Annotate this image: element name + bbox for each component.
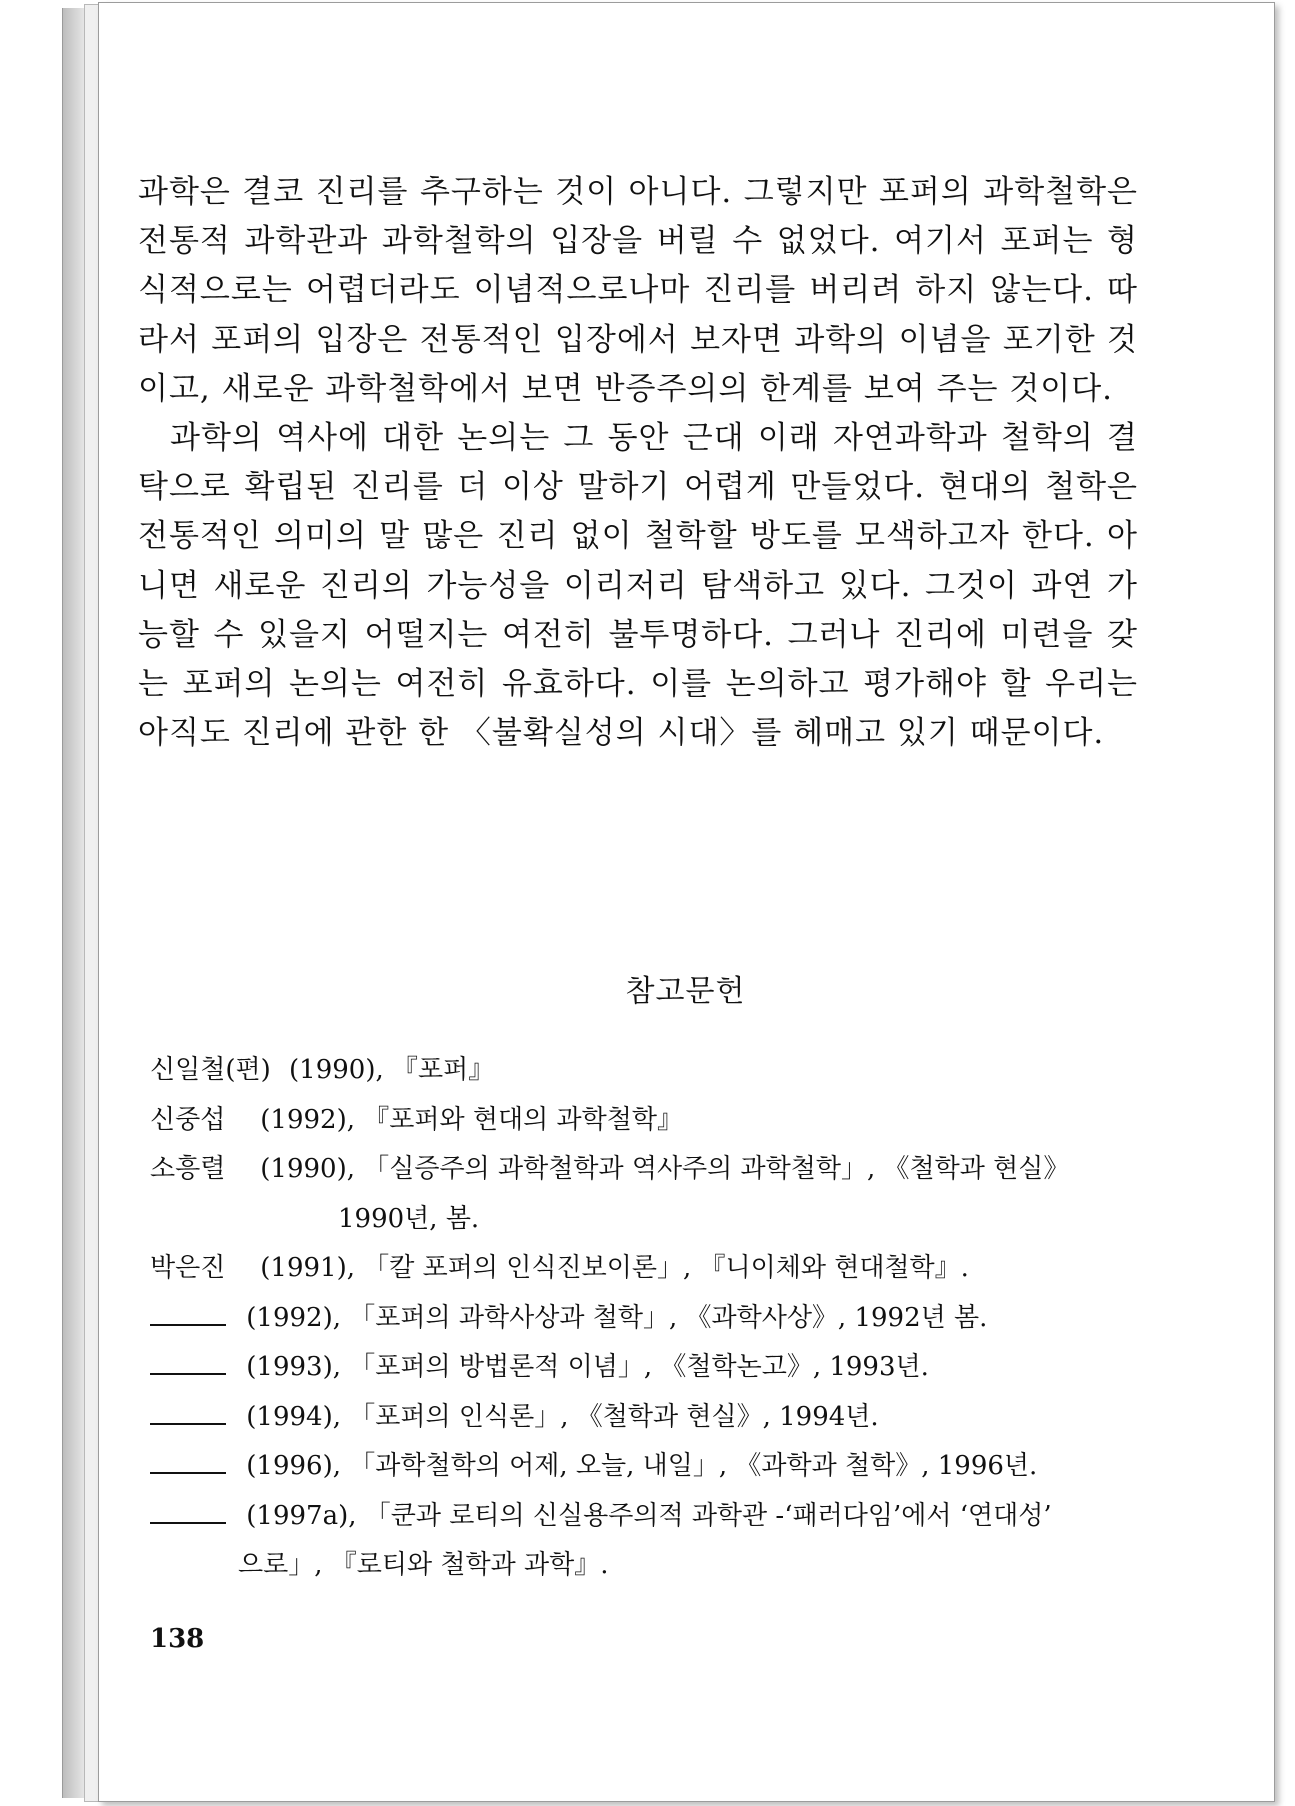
reference-continuation: 1990년, 봄.	[338, 1203, 480, 1234]
reference-entry	[150, 1145, 1140, 1244]
references-list	[150, 1046, 1140, 1591]
reference-text: (1990), 『포퍼』	[289, 1055, 495, 1085]
reference-author: 신중섭	[150, 1104, 226, 1135]
reference-author: 박은진	[150, 1253, 226, 1283]
ditto-line	[150, 1393, 226, 1425]
reference-author: 소흥렬	[150, 1154, 226, 1184]
reference-entry	[150, 1294, 1140, 1344]
paragraph-1: 과학은 결코 진리를 추구하는 것이 아니다. 그렇지만 포퍼의 과학철학은 전통적 과학관과 과학철학의 입장을 버릴 수 없었다. 여기서 포퍼는 형식적으로는 어렵더라도 이념적으로나마 진리를 버리려 하지 않는다. 따라서 포퍼의 입장은 전통적인 입장에서 보자면 과학의 이념을 포기한 것이고, 새로운 과학철학에서 보면 반증주의의 한계를 보여 주는 것이다.	[138, 174, 1138, 407]
reference-text: (1997a), 「쿤과 로티의 신실용주의적 과학관 -‘패러다임’에서 ‘연대성’	[246, 1500, 1052, 1531]
reference-entry	[150, 1442, 1140, 1492]
reference-continuation: 으로」, 『로티와 철학과 과학』.	[238, 1550, 609, 1580]
paragraph-2: 과학의 역사에 대한 논의는 그 동안 근대 이래 자연과학과 철학의 결탁으로 확립된 진리를 더 이상 말하기 어렵게 만들었다. 현대의 철학은 전통적인 의미의 말 많은 진리 없이 철학할 방도를 모색하고자 한다. 아니면 새로운 진리의 가능성을 이리저리 탐색하고 있다. 그것이 과연 가능할 수 있을지 어떨지는 여전히 불투명하다. 그러나 진리에 미련을 갖는 포퍼의 논의는 여전히 유효하다. 이를 논의하고 평가해야 할 우리는 아직도 진리에 관한 한 〈불확실성의 시대〉를 헤매고 있기 때문이다.	[138, 420, 1138, 752]
reference-entry	[150, 1244, 1140, 1294]
reference-text: (1992), 『포퍼와 현대의 과학철학』	[260, 1104, 683, 1135]
references-title: 참고문헌	[625, 974, 746, 1009]
reference-author: 신일철(편)	[150, 1055, 271, 1085]
reference-text: (1996), 「과학철학의 어제, 오늘, 내일」, 《과학과 철학》, 1996년.	[246, 1451, 1038, 1481]
reference-text: (1990), 「실증주의 과학철학과 역사주의 과학철학」, 《철학과 현실》	[260, 1154, 1070, 1184]
reference-entry	[150, 1096, 1140, 1146]
reference-text: (1994), 「포퍼의 인식론」, 《철학과 현실》, 1994년.	[246, 1401, 879, 1432]
body-text	[138, 168, 1138, 758]
ditto-line	[150, 1442, 226, 1474]
reference-text: (1991), 「칼 포퍼의 인식진보이론」, 『니이체와 현대철학』.	[260, 1253, 969, 1283]
reference-text: (1992), 「포퍼의 과학사상과 철학」, 《과학사상》, 1992년 봄.	[246, 1302, 988, 1333]
page-number: 138	[150, 1624, 205, 1654]
reference-entry	[150, 1393, 1140, 1443]
reference-entry	[150, 1492, 1140, 1591]
ditto-line	[150, 1294, 226, 1326]
reference-entry	[150, 1343, 1140, 1393]
ditto-line	[150, 1343, 226, 1375]
reference-text: (1993), 「포퍼의 방법론적 이념」, 《철학논고》, 1993년.	[246, 1352, 929, 1382]
reference-entry	[150, 1046, 1140, 1096]
ditto-line	[150, 1492, 226, 1524]
